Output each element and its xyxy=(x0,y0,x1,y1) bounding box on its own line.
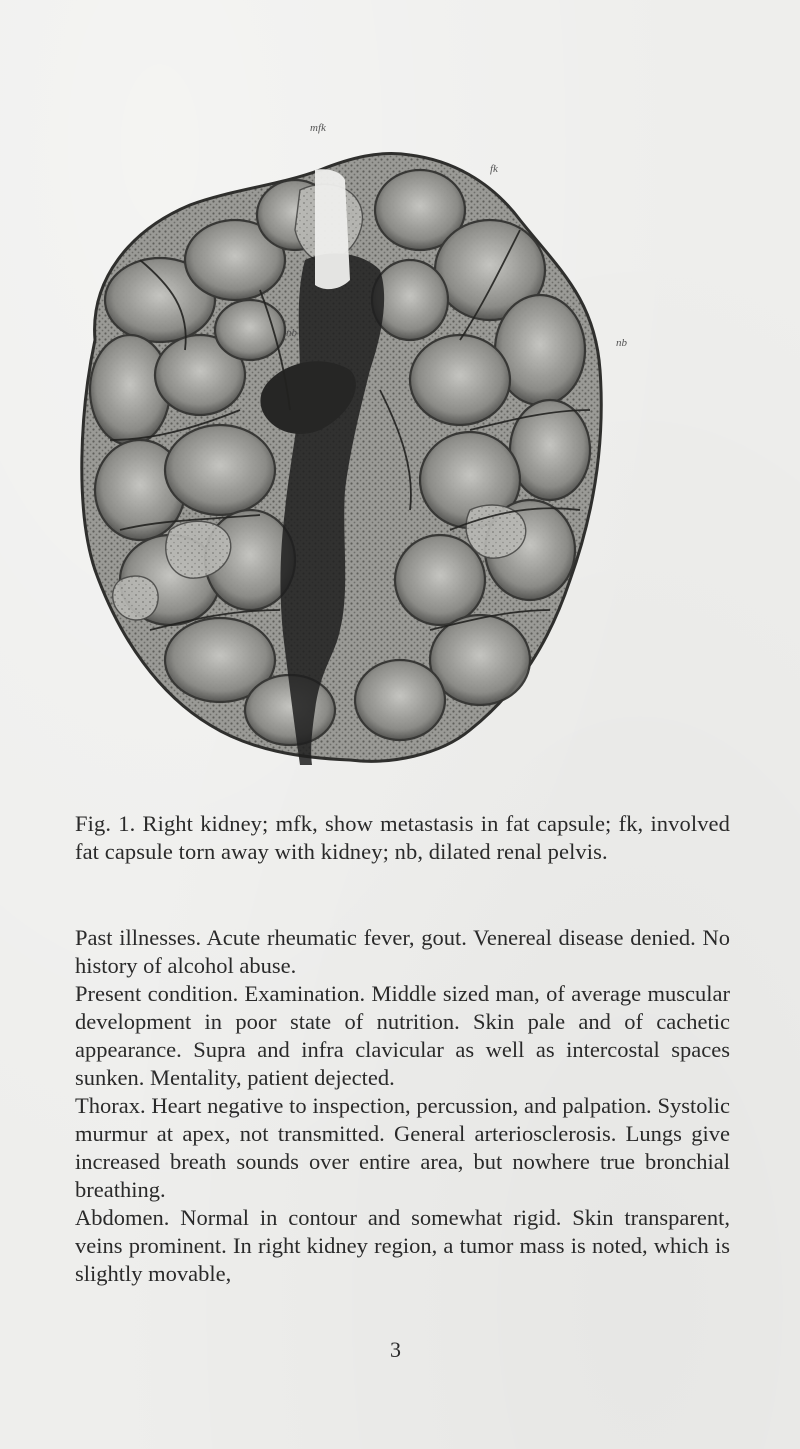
figure-caption: Fig. 1. Right kidney; mfk, show metastasis in fat capsule; fk, involved fat capsule torn away with kidney; nb, dilated renal pelvis. xyxy=(75,811,730,864)
paragraph-present-condition: Present condition. Examination. Middle sized man, of average muscular development in poor state of nutrition. Skin pale and of cachetic appearance. Supra and infra clavicular as well as intercostal spaces sunken. Mentality, patient dejected. xyxy=(75,981,730,1090)
figure-label-nb-right: nb xyxy=(616,337,627,349)
paragraph-past-illnesses: Past illnesses. Acute rheumatic fever, gout. Venereal disease denied. No history of alcohol abuse. xyxy=(75,925,730,978)
paragraph-thorax: Thorax. Heart negative to inspection, percussion, and palpation. Systolic murmur at apex, not transmitted. General arteriosclerosis. Lungs give increased breath sounds over entire area, but nowhere true bronchial breathing. xyxy=(75,1093,730,1202)
page-number: 3 xyxy=(390,1337,401,1362)
kidney-illustration xyxy=(50,110,650,780)
figure-label-fk: fk xyxy=(490,163,498,175)
paragraph-abdomen: Abdomen. Normal in contour and somewhat rigid. Skin transparent, veins prominent. In right kidney region, a tumor mass is noted, which is slightly movable, xyxy=(75,1205,730,1286)
body-text xyxy=(75,924,730,1288)
figure-label-nb-left: nb xyxy=(286,327,297,339)
figure-label-mfk: mfk xyxy=(310,122,326,134)
